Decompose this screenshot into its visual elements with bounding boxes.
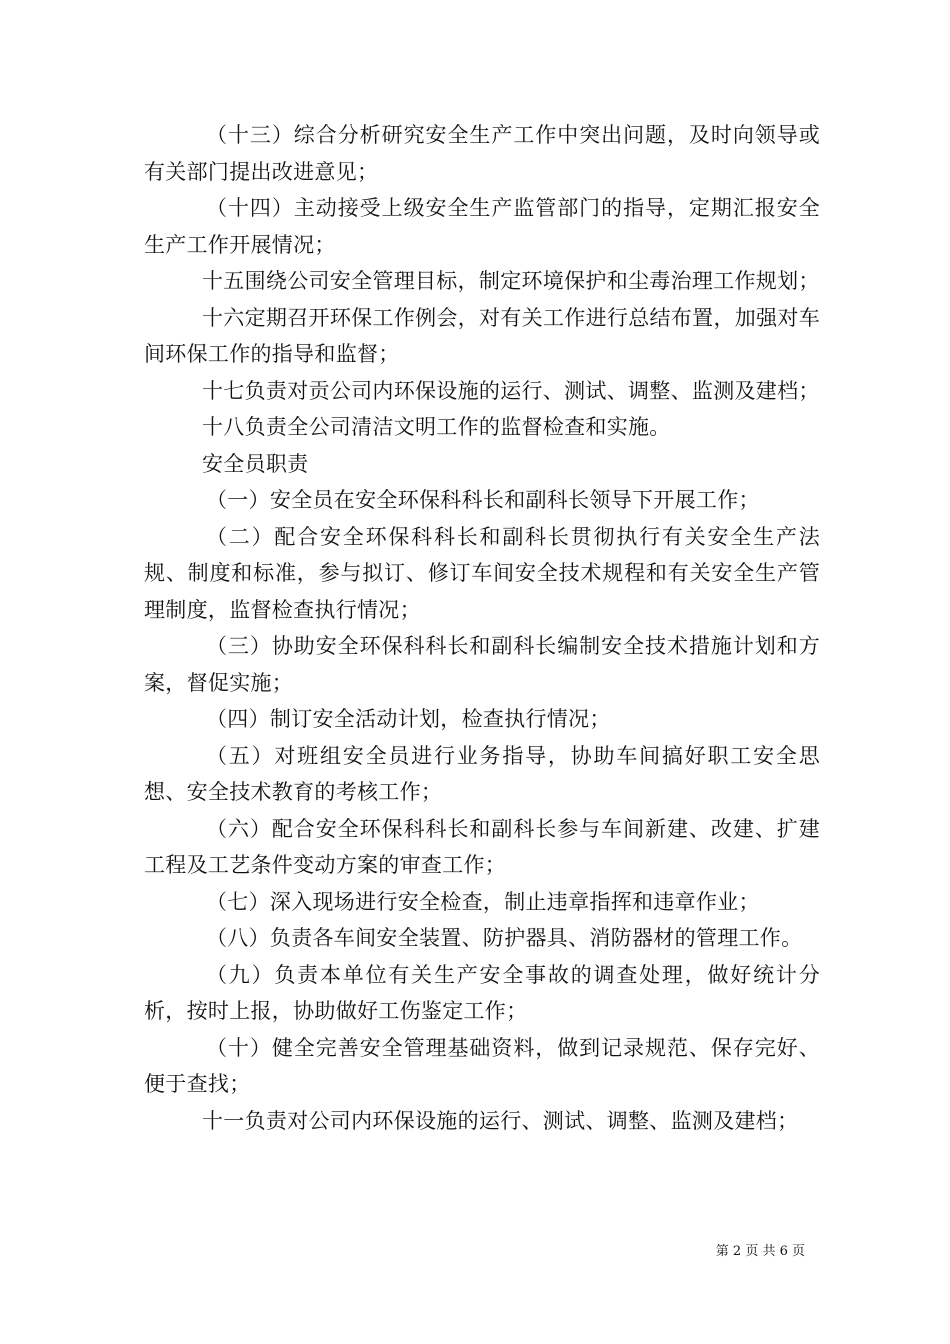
paragraph-item-15: 十五围绕公司安全管理目标，制定环境保护和尘毒治理工作规划； <box>202 269 820 293</box>
duty-item-11: 十一负责对公司内环保设施的运行、测试、调整、监测及建档； <box>202 1108 799 1133</box>
duty-item-9: （九）负责本单位有关生产安全事故的调查处理，做好统计分析，按时上报，协助做好工伤鉴定工作； <box>144 962 820 1023</box>
duty-item-2: （二）配合安全环保科科长和副科长贯彻执行有关安全生产法规、制度和标准，参与拟订、修订车间安全技术规程和有关安全生产管理制度，监督检查执行情况； <box>144 524 820 622</box>
duty-item-7: （七）深入现场进行安全检查，制止违章指挥和违章作业； <box>206 889 760 914</box>
paragraph-item-14: （十四）主动接受上级安全生产监管部门的指导，定期汇报安全生产工作开展情况； <box>144 196 820 257</box>
duty-item-3: （三）协助安全环保科科长和副科长编制安全技术措施计划和方案，督促实施； <box>144 634 820 695</box>
duty-item-5: （五）对班组安全员进行业务指导，协助车间搞好职工安全思想、安全技术教育的考核工作； <box>144 743 820 804</box>
page-number-footer: 第 2 页 共 6 页 <box>715 1244 805 1259</box>
paragraph-item-17: 十七负责对贡公司内环保设施的运行、测试、调整、监测及建档； <box>202 378 820 403</box>
document-body <box>144 117 820 1139</box>
duty-item-10: （十）健全完善安全管理基础资料，做到记录规范、保存完好、便于查找； <box>144 1035 820 1096</box>
duty-item-4: （四）制订安全活动计划，检查执行情况； <box>206 707 611 731</box>
paragraph-item-18: 十八负责全公司清洁文明工作的监督检查和实施。 <box>202 415 671 439</box>
paragraph-item-16: 十六定期召开环保工作例会，对有关工作进行总结布置，加强对车间环保工作的指导和监督； <box>144 305 820 366</box>
duty-item-1: （一）安全员在安全环保科科长和副科长领导下开展工作； <box>206 488 760 512</box>
duty-item-8: （八）负责各车间安全装置、防护器具、消防器材的管理工作。 <box>206 926 803 950</box>
paragraph-item-13: （十三）综合分析研究安全生产工作中突出问题，及时向领导或有关部门提出改进意见； <box>144 123 820 184</box>
section-heading-safety-officer: 安全员职责 <box>202 451 309 476</box>
duty-item-6: （六）配合安全环保科科长和副科长参与车间新建、改建、扩建工程及工艺条件变动方案的审查工作； <box>144 816 820 877</box>
